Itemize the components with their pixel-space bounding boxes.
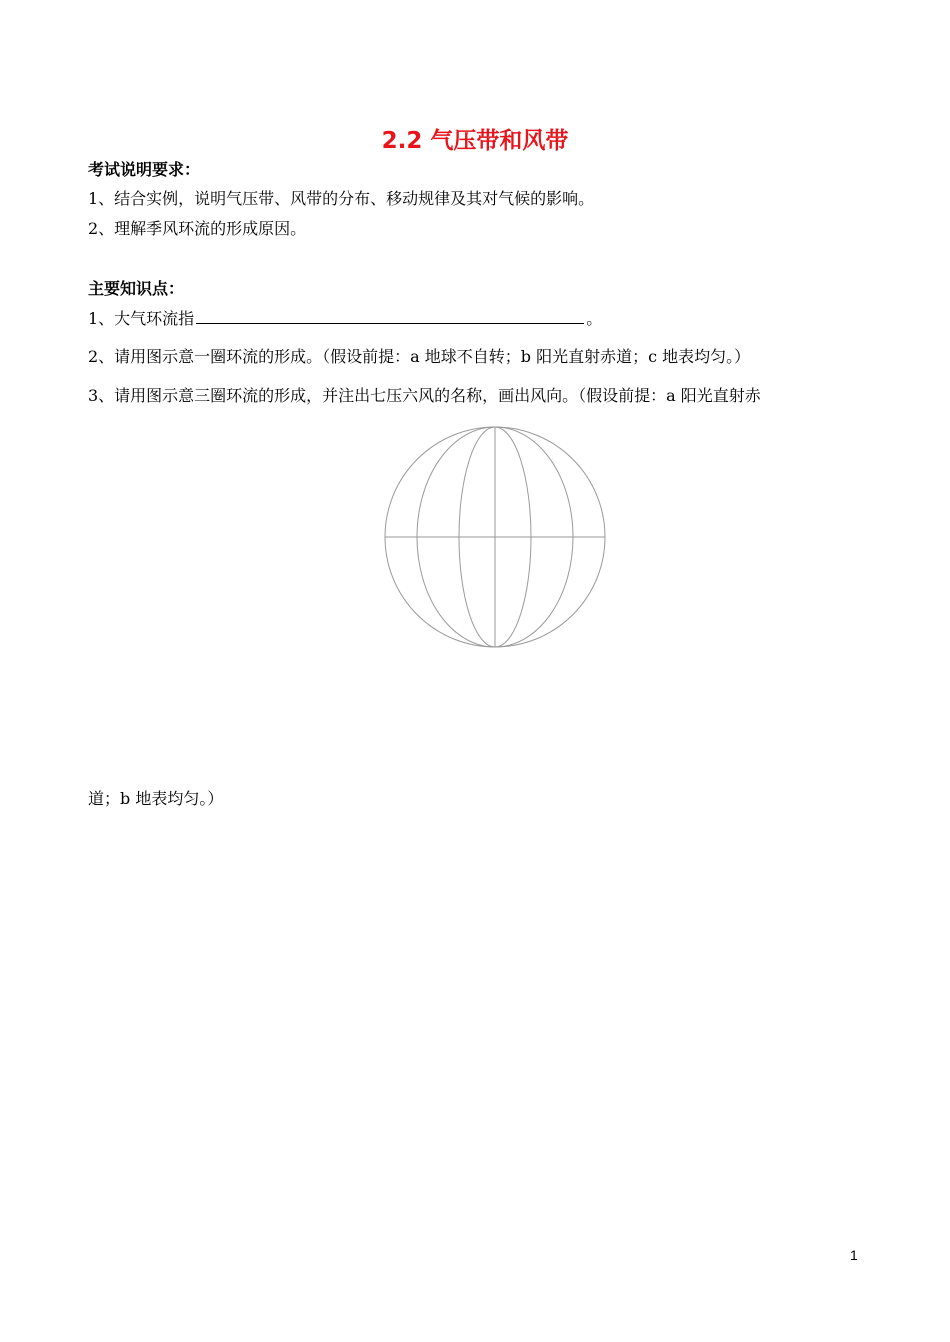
exam-requirements-heading: 考试说明要求： <box>88 160 201 179</box>
knowledge-item-1 <box>88 306 602 329</box>
fill-in-blank <box>196 307 584 324</box>
page-title: 2.2 气压带和风带 <box>381 128 569 154</box>
exam-item-1: 1、结合实例，说明气压带、风带的分布、移动规律及其对气候的影响。 <box>88 189 595 208</box>
exam-item-2: 2、理解季风环流的形成原因。 <box>88 219 307 238</box>
knowledge-item-3-continued: 道；b 地表均匀。） <box>88 789 224 808</box>
knowledge-item-3: 3、请用图示意三圈环流的形成，并注出七压六风的名称，画出风向。（假设前提：a 阳光直射赤 <box>88 386 761 405</box>
knowledge-heading: 主要知识点： <box>88 279 185 298</box>
knowledge-item-1-suffix: 。 <box>586 309 603 328</box>
knowledge-item-2: 2、请用图示意一圈环流的形成。（假设前提：a 地球不自转；b 阳光直射赤道；c 地表均匀。） <box>88 347 751 366</box>
page-number: 1 <box>850 1247 858 1263</box>
knowledge-item-1-prefix: 1、大气环流指 <box>88 309 195 328</box>
globe-diagram <box>383 425 607 649</box>
